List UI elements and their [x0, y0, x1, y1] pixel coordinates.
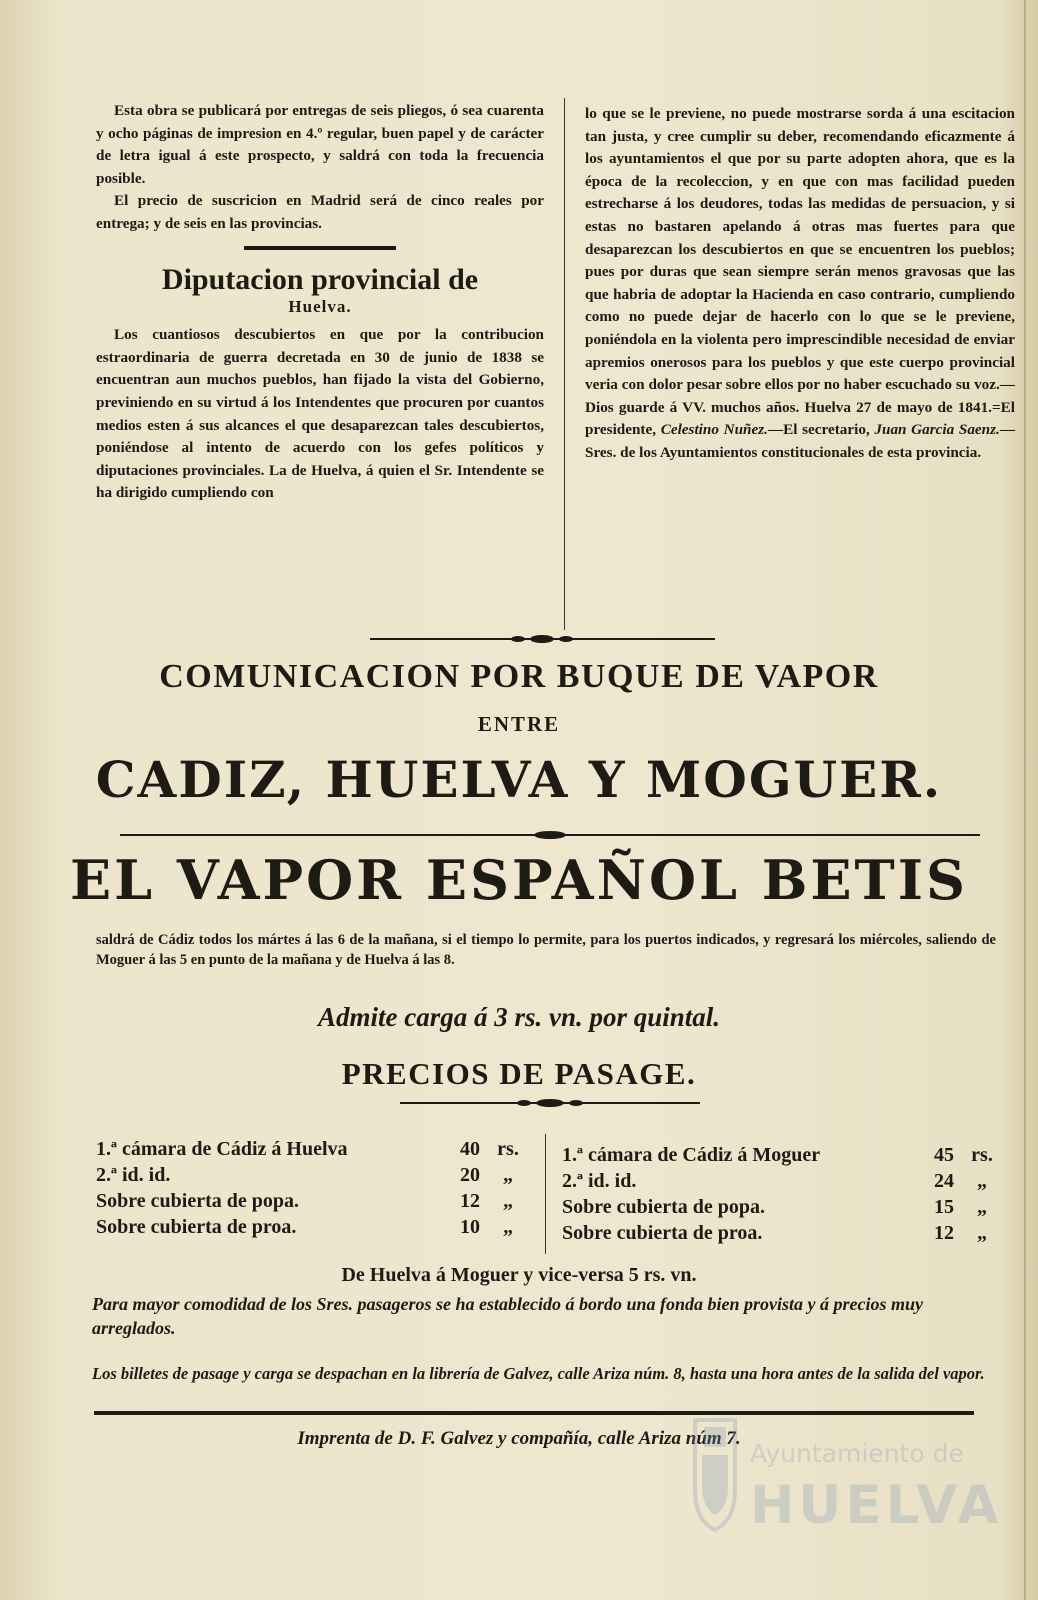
diputacion-body-right-text: lo que se le previene, no puede mostrarse sorda á una escitacion tan justa, y cree cumplir su deber, recomendando eficazmente á los ayuntamientos el que por su parte adopten ahora, que es la época de la recoleccion, y en que con mas facilidad pueden estrecharse á los deudores, todas las medidas de persuacion, y si estas no bastaren apelando á otras mas fuertes para que desaparezcan los descubiertos en que se encuentren los pueblos; pues por duras que sean siempre serán menos gravosas que las que habria de adoptar la Hacienda en caso contrario, cumpliendo como no puede dejar de hacerlo con lo que se le previene, poniéndola en la violenta pero imprescindible necesidad de enviar apremios onerosos para los pueblos y que este cuerpo provincial veria con dolor pesar sobre ellos por no haber escuchado su voz.—Dios guarde á VV. muchos años. Huelva 27 de mayo de 1841.	[585, 105, 1015, 416]
signature-middle: —El secretario,	[767, 421, 875, 439]
fares-huelva-table	[96, 1136, 536, 1240]
fonda-note: Para mayor comodidad de los Sres. pasageros se ha establecido á bordo una fonda bien provista y á precios muy arreglados.	[92, 1294, 923, 1338]
fare-amount: 24	[934, 1170, 954, 1192]
fare-row	[96, 1188, 536, 1214]
fare-label: Sobre cubierta de popa.	[96, 1190, 299, 1212]
notice-headline: COMUNICACION POR BUQUE DE VAPOR	[159, 658, 879, 695]
fare-amount: 40	[460, 1138, 480, 1160]
fare-unit: „	[503, 1164, 513, 1186]
watermark-line1: Ayuntamiento de	[750, 1439, 964, 1468]
fares-moguer-table	[562, 1142, 1010, 1246]
fare-row	[562, 1194, 1010, 1220]
fare-label: 2.ª id. id.	[562, 1170, 637, 1192]
fare-row	[96, 1136, 536, 1162]
fare-label: Sobre cubierta de proa.	[562, 1222, 763, 1244]
fare-label: 2.ª id. id.	[96, 1164, 171, 1186]
watermark-line2: HUELVA	[750, 1475, 1003, 1536]
tickets-note: Los billetes de pasage y carga se despachan en la librería de Galvez, calle Ariza núm. 8, hasta una hora antes de la salida del vapor.	[92, 1364, 985, 1383]
ornamental-rule	[120, 830, 980, 840]
fare-amount: 10	[460, 1216, 480, 1238]
prospectus-paragraph-1: Esta obra se publicará por entregas de seis pliegos, ó sea cuarenta y ocho páginas de impresion en 4.º regular, buen papel y de carácter de letra igual á este prospecto, y saldrá con toda la frecuencia posible.	[96, 102, 544, 187]
fare-unit: „	[503, 1216, 513, 1238]
fare-label: Sobre cubierta de popa.	[562, 1196, 765, 1218]
city-shield-icon	[690, 1415, 740, 1535]
fare-row	[562, 1168, 1010, 1194]
section-rule	[244, 246, 396, 250]
cargo-rate: Admite carga á 3 rs. vn. por quintal.	[317, 1002, 721, 1032]
local-fare: De Huelva á Moguer y vice-versa 5 rs. vn.	[341, 1264, 697, 1286]
diputacion-body-right	[585, 103, 1015, 465]
fare-row	[96, 1214, 536, 1240]
diputacion-title: Diputacion provincial de	[161, 262, 479, 296]
imprint-line: Imprenta de D. F. Galvez y compañía, calle Ariza núm 7.	[297, 1428, 741, 1449]
fare-label: 1.ª cámara de Cádiz á Huelva	[96, 1138, 348, 1160]
ornamental-rule-graphic	[120, 830, 980, 840]
ornamental-rule	[400, 1098, 700, 1108]
column-divider	[564, 98, 565, 630]
ornamental-rule-graphic	[400, 1098, 700, 1108]
diputacion-place: Huelva.	[288, 296, 352, 316]
sailing-schedule: saldrá de Cádiz todos los mártes á las 6 de la mañana, si el tiempo lo permite, para los puertos indicados, y regresará los miércoles, saliendo de Moguer á las 5 en punto de la mañana y de Huelva á las 8.	[96, 932, 996, 968]
fare-row	[562, 1220, 1010, 1246]
ship-name: EL VAPOR ESPAÑOL BETIS	[70, 848, 968, 912]
fare-amount: 45	[934, 1144, 954, 1166]
diputacion-body-left: Los cuantiosos descubiertos en que por la contribucion estraordinaria de guerra decretada en 30 de junio de 1838 se encuentran aun muchos pueblos, han fijado la vista del Gobierno, previniendo en su virtud á los Intendentes que procuren por cuantos medios esten á sus alcances el que desaparezcan tales descubiertos, poniéndose al intento de acuerdo con los gefes políticos y diputaciones provinciales. La de Huelva, á quien el Sr. Intendente se ha dirigido cumpliendo con	[96, 326, 544, 502]
fare-row	[562, 1142, 1010, 1168]
fare-label: Sobre cubierta de proa.	[96, 1216, 297, 1238]
fare-unit: „	[977, 1196, 987, 1218]
fare-amount: 15	[934, 1196, 954, 1218]
secretary-name: Juan Garcia Saenz.	[874, 421, 1000, 439]
prospectus-paragraph-2: El precio de suscricion en Madrid será de cinco reales por entrega; y de seis en las provincias.	[96, 192, 544, 232]
right-column	[585, 103, 1015, 465]
ornamental-rule-graphic	[370, 634, 715, 644]
fares-divider	[545, 1134, 546, 1254]
fare-amount: 12	[460, 1190, 480, 1212]
fare-amount: 20	[460, 1164, 480, 1186]
notice-between: ENTRE	[477, 712, 561, 736]
signature-prefix: =El presidente,	[585, 398, 1015, 439]
fare-label: 1.ª cámara de Cádiz á Moguer	[562, 1144, 821, 1166]
notice-route: CADIZ, HUELVA Y MOGUER.	[95, 750, 943, 809]
fare-unit: „	[977, 1170, 987, 1192]
president-name: Celestino Nuñez.	[660, 421, 768, 439]
signature-suffix: —Sres. de los Ayuntamientos constitucionales de esta provincia.	[585, 421, 1016, 461]
prices-title: PRECIOS DE PASAGE.	[341, 1056, 697, 1091]
left-column	[96, 100, 544, 505]
fare-unit: rs.	[497, 1138, 519, 1160]
fare-amount: 12	[934, 1222, 954, 1244]
fare-unit: rs.	[971, 1144, 993, 1166]
fare-unit: „	[977, 1222, 987, 1244]
fare-unit: „	[503, 1190, 513, 1212]
watermark	[690, 1395, 1030, 1595]
fare-row	[96, 1162, 536, 1188]
ornamental-rule	[370, 634, 715, 644]
